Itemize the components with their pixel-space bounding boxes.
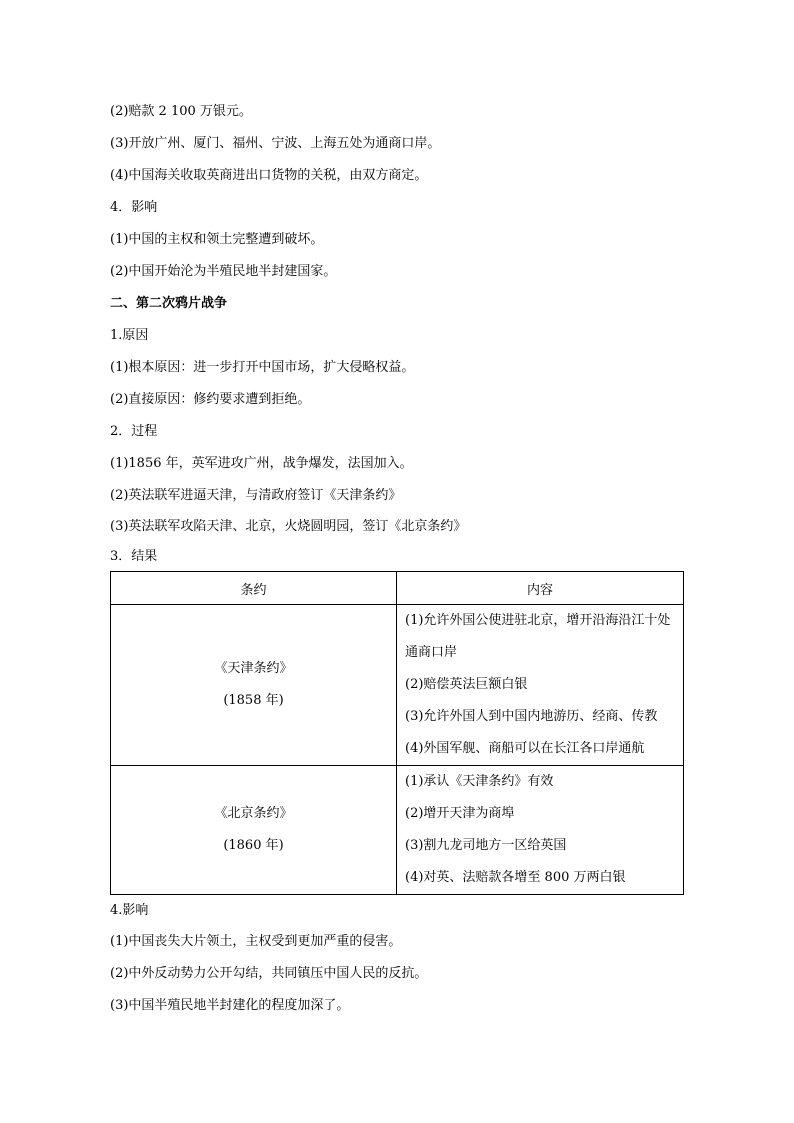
section-heading-impact-2: 4.影响 [110,903,149,918]
text-line-territory-loss: (1)中国丧失大片领土，主权受到更加严重的侵害。 [110,934,402,949]
column-header-content: 内容 [397,572,684,605]
content-item: (2)增开天津为商埠 [405,806,515,821]
table-row [111,605,684,766]
treaty-table [110,571,684,895]
treaty-name: 《北京条约》 [214,806,293,821]
table-header-row [111,572,684,605]
table-row [111,766,684,895]
content-item: (4)外国军舰、商船可以在长江各口岸通航 [405,741,645,756]
content-item: (3)允许外国人到中国内地游历、经商、传教 [405,709,658,724]
text-line-beijing: (3)英法联军攻陷天津、北京，火烧圆明园，签订《北京条约》 [110,519,467,534]
content-item: (1)承认《天津条约》有效 [405,774,554,789]
section-heading-process: 2．过程 [110,424,158,439]
column-header-treaty: 条约 [111,572,397,605]
text-line-semi-colonial: (2)中国开始沦为半殖民地半封建国家。 [110,264,337,279]
text-line-tariff: (4)中国海关收取英商进出口货物的关税，由双方商定。 [110,168,428,183]
chapter-heading-second-opium-war: 二、第二次鸦片战争 [110,296,228,311]
text-line-sovereignty: (1)中国的主权和领土完整遭到破坏。 [110,232,324,247]
treaty-content-cell [397,605,684,766]
text-line-tianjin: (2)英法联军进逼天津，与清政府签订《天津条约》 [110,488,402,503]
content-item: (3)割九龙司地方一区给英国 [405,838,567,853]
treaty-year: (1860 年) [223,838,284,853]
text-line-ports: (3)开放广州、厦门、福州、宁波、上海五处为通商口岸。 [110,136,441,151]
content-item: (2)赔偿英法巨额白银 [405,677,528,692]
section-heading-impact-1: 4．影响 [110,200,158,215]
text-line-collusion: (2)中外反动势力公开勾结，共同镇压中国人民的反抗。 [110,966,428,981]
treaty-name-cell [111,766,397,895]
treaty-content-cell [397,766,684,895]
text-line-1856: (1)1856 年，英军进攻广州，战争爆发，法国加入。 [110,456,413,471]
treaty-name: 《天津条约》 [214,661,293,676]
text-line-deepening: (3)中国半殖民地半封建化的程度加深了。 [110,998,350,1013]
content-item: (1)允许外国公使进驻北京，增开沿海沿江十处通商口岸 [405,613,671,660]
text-line-direct-cause: (2)直接原因：修约要求遭到拒绝。 [110,392,311,407]
section-heading-results: 3．结果 [110,549,158,564]
treaty-year: (1858 年) [223,693,284,708]
text-line-root-cause: (1)根本原因：进一步打开中国市场，扩大侵略权益。 [110,360,415,375]
section-heading-causes: 1.原因 [110,328,149,343]
content-item: (4)对英、法赔款各增至 800 万两白银 [405,870,626,885]
text-line-indemnity: (2)赔款 2 100 万银元。 [110,104,252,119]
treaty-name-cell [111,605,397,766]
